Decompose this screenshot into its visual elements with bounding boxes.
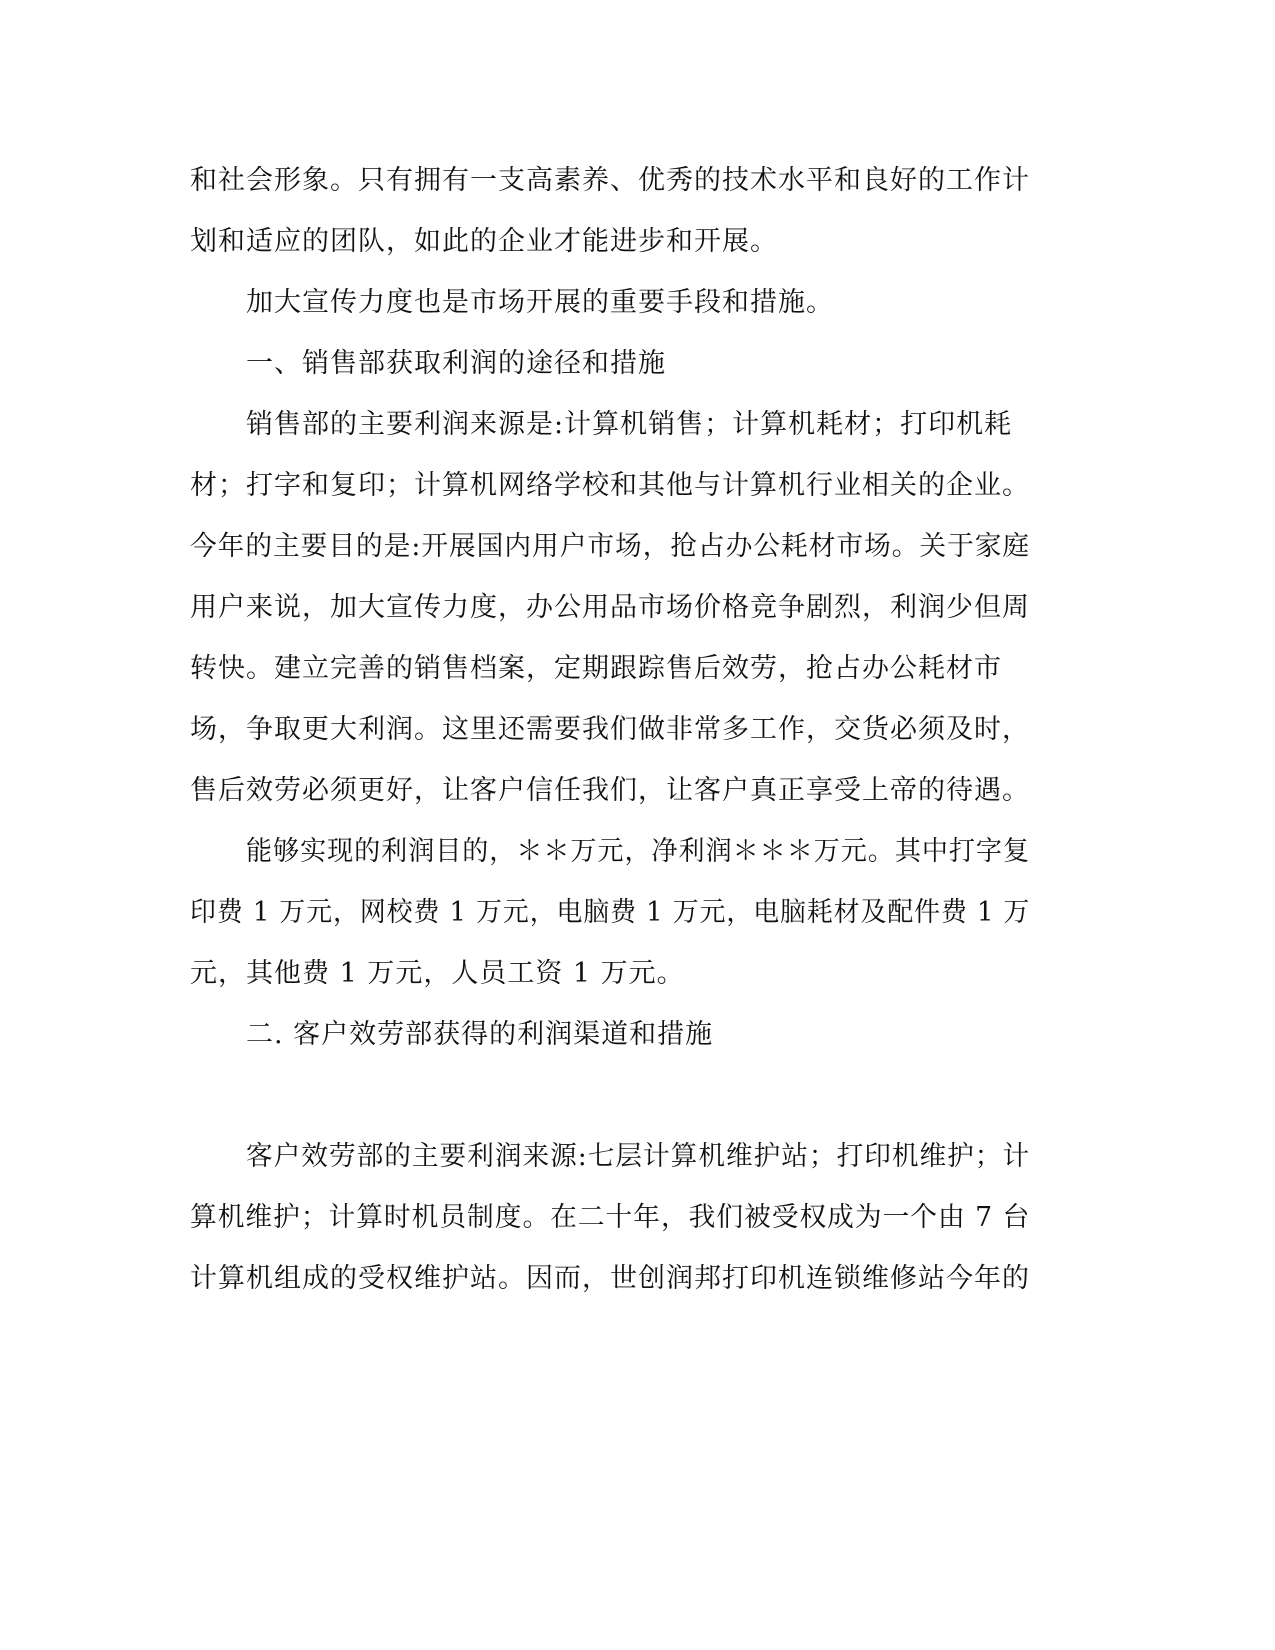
text-line: 今年的主要目的是:开展国内用户市场，抢占办公耗材市场。关于家庭 — [190, 531, 1031, 562]
text-line: 印费 1 万元，网校费 1 万元，电脑费 1 万元，电脑耗材及配件费 1 万 — [190, 897, 1031, 928]
text-line: 和社会形象。只有拥有一支高素养、优秀的技术水平和良好的工作计 — [190, 165, 1030, 196]
text-line: 售后效劳必须更好，让客户信任我们，让客户真正享受上帝的待遇。 — [190, 775, 1030, 806]
text-line: 元，其他费 1 万元，人员工资 1 万元。 — [190, 958, 685, 989]
text-line: 转快。建立完善的销售档案，定期跟踪售后效劳，抢占办公耗材市 — [190, 653, 1002, 684]
text-line: 算机维护；计算时机员制度。在二十年，我们被受权成为一个由 7 台 — [190, 1202, 1031, 1233]
text-line: 用户来说，加大宣传力度，办公用品市场价格竞争剧烈，利润少但周 — [190, 592, 1030, 623]
text-line: 材；打字和复印；计算机网络学校和其他与计算机行业相关的企业。 — [190, 470, 1030, 501]
text-line: 划和适应的团队，如此的企业才能进步和开展。 — [190, 226, 778, 257]
section-heading-sales: 一、销售部获取利润的途径和措施 — [246, 348, 666, 379]
paragraph-line: 能够实现的利润目的，＊＊万元，净利润＊＊＊万元。其中打字复 — [246, 836, 1030, 867]
text-line: 场，争取更大利润。这里还需要我们做非常多工作，交货必须及时， — [190, 714, 1030, 745]
paragraph-line: 销售部的主要利润来源是:计算机销售；计算机耗材；打印机耗 — [246, 409, 1013, 440]
text-line: 计算机组成的受权维护站。因而，世创润邦打印机连锁维修站今年的 — [190, 1263, 1030, 1294]
section-heading-customer-service: 二. 客户效劳部获得的利润渠道和措施 — [246, 1019, 714, 1050]
paragraph-line: 加大宣传力度也是市场开展的重要手段和措施。 — [246, 287, 834, 318]
paragraph-line: 客户效劳部的主要利润来源:七层计算机维护站；打印机维护；计 — [246, 1141, 1031, 1172]
